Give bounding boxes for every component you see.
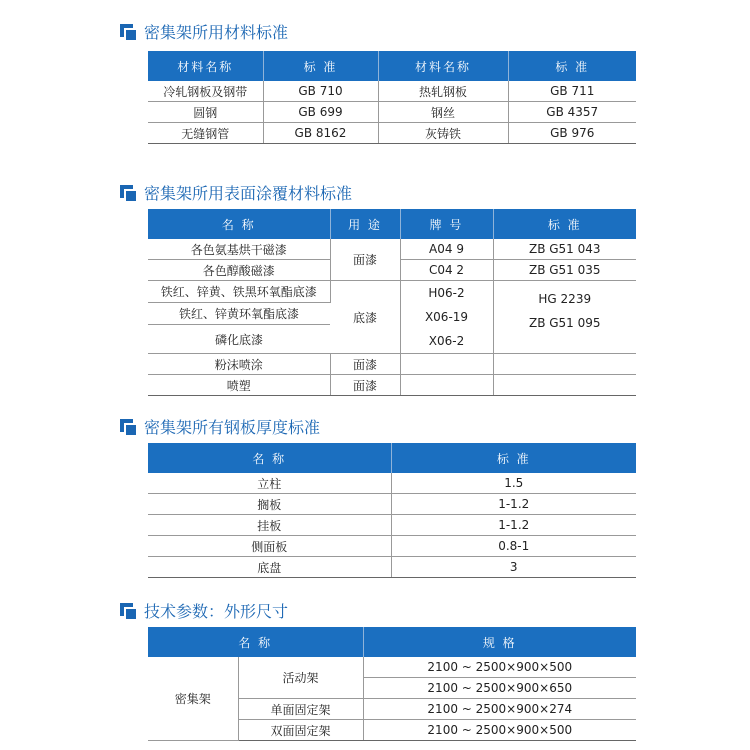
table-cell: 面漆 — [330, 239, 400, 281]
table-cell: GB 976 — [508, 123, 636, 144]
table-cell: 侧面板 — [148, 536, 391, 557]
table-row — [148, 281, 636, 303]
col-header: 牌 号 — [400, 209, 493, 239]
table-cell: C04 2 — [400, 260, 493, 281]
table-cell: 面漆 — [330, 375, 400, 396]
table-cell: 0.8-1 — [391, 536, 636, 557]
section-title-materials — [120, 20, 288, 43]
grade-line: X06-19 — [424, 310, 469, 324]
table-cell: 面漆 — [330, 354, 400, 375]
section-title-text: 密集架所有钢板厚度标准 — [144, 418, 321, 437]
table-cell: 粉沫喷涂 — [148, 354, 330, 375]
table-cell — [400, 375, 493, 396]
section-bullet-icon — [120, 419, 136, 435]
grade-line: X06-2 — [428, 334, 465, 348]
table-cell: 各色氨基烘干磁漆 — [148, 239, 330, 260]
table-row — [148, 354, 636, 375]
table-row — [148, 557, 636, 578]
table-cell: 2100 ~ 2500×900×274 — [363, 699, 636, 720]
table-cell — [493, 281, 636, 354]
table-cell: 钢丝 — [378, 102, 508, 123]
table-row — [148, 657, 636, 678]
col-header: 名 称 — [148, 627, 363, 657]
table-cell: 各色醇酸磁漆 — [148, 260, 330, 281]
col-header: 材料名称 — [148, 51, 263, 81]
col-header: 标 准 — [493, 209, 636, 239]
table-cell: 圆钢 — [148, 102, 263, 123]
table-cell: GB 699 — [263, 102, 378, 123]
table-cell: 单面固定架 — [238, 699, 363, 720]
col-header: 标 准 — [391, 443, 636, 473]
dimensions-table — [148, 627, 636, 741]
table-cell: 1.5 — [391, 473, 636, 494]
col-header: 名 称 — [148, 443, 391, 473]
table-cell: 密集架 — [148, 657, 238, 741]
materials-table — [148, 51, 636, 144]
table-cell: 灰铸铁 — [378, 123, 508, 144]
table-cell: GB 4357 — [508, 102, 636, 123]
table-cell: 底漆 — [330, 281, 400, 354]
table-cell: 3 — [391, 557, 636, 578]
table-cell: 搁板 — [148, 494, 391, 515]
table-cell: 1-1.2 — [391, 494, 636, 515]
col-header: 用 途 — [330, 209, 400, 239]
table-cell: GB 710 — [263, 81, 378, 102]
section-title-text: 密集架所用材料标准 — [144, 23, 289, 42]
table-header-row — [148, 443, 636, 473]
col-header: 名 称 — [148, 209, 330, 239]
table-header-row — [148, 209, 636, 239]
table-header-row — [148, 627, 636, 657]
table-cell: 热轧钢板 — [378, 81, 508, 102]
section-bullet-icon — [120, 603, 136, 619]
table-row — [148, 81, 636, 102]
grade-line: H06-2 — [428, 286, 465, 300]
thickness-table — [148, 443, 636, 578]
section-bullet-icon — [120, 24, 136, 40]
col-header: 材料名称 — [378, 51, 508, 81]
section-title-coatings — [120, 181, 352, 204]
table-cell: 铁红、锌黄、铁黑环氧酯底漆 — [148, 281, 330, 303]
table-cell: 2100 ~ 2500×900×650 — [363, 678, 636, 699]
table-cell: 铁红、锌黄环氧酯底漆 — [148, 303, 330, 325]
section-title-text: 技术参数：外形尺寸 — [144, 602, 289, 621]
col-header: 规 格 — [363, 627, 636, 657]
table-cell — [493, 375, 636, 396]
table-cell: 底盘 — [148, 557, 391, 578]
table-row — [148, 102, 636, 123]
table-cell: 双面固定架 — [238, 720, 363, 741]
section-title-dimensions — [120, 599, 288, 622]
table-cell: GB 711 — [508, 81, 636, 102]
table-cell — [400, 281, 493, 354]
section-title-thickness — [120, 415, 320, 438]
table-row — [148, 375, 636, 396]
table-cell: 冷轧钢板及钢带 — [148, 81, 263, 102]
table-row — [148, 515, 636, 536]
standard-line: ZB G51 095 — [528, 316, 601, 330]
table-cell — [400, 354, 493, 375]
table-cell: A04 9 — [400, 239, 493, 260]
table-cell: 1-1.2 — [391, 515, 636, 536]
table-cell: 立柱 — [148, 473, 391, 494]
table-cell: 挂板 — [148, 515, 391, 536]
table-row — [148, 494, 636, 515]
coatings-table — [148, 209, 636, 396]
table-cell: 无缝钢管 — [148, 123, 263, 144]
standard-line: HG 2239 — [538, 292, 592, 306]
table-cell — [493, 354, 636, 375]
table-row — [148, 123, 636, 144]
table-cell: 喷塑 — [148, 375, 330, 396]
table-cell: 磷化底漆 — [148, 325, 330, 354]
table-cell: 2100 ~ 2500×900×500 — [363, 657, 636, 678]
table-cell: GB 8162 — [263, 123, 378, 144]
col-header: 标 准 — [508, 51, 636, 81]
table-cell: ZB G51 035 — [493, 260, 636, 281]
section-bullet-icon — [120, 185, 136, 201]
table-cell: 活动架 — [238, 657, 363, 699]
table-row — [148, 473, 636, 494]
table-cell: 2100 ~ 2500×900×500 — [363, 720, 636, 741]
table-header-row — [148, 51, 636, 81]
col-header: 标 准 — [263, 51, 378, 81]
section-title-text: 密集架所用表面涂覆材料标准 — [144, 184, 353, 203]
table-row — [148, 239, 636, 260]
table-cell: ZB G51 043 — [493, 239, 636, 260]
table-row — [148, 536, 636, 557]
